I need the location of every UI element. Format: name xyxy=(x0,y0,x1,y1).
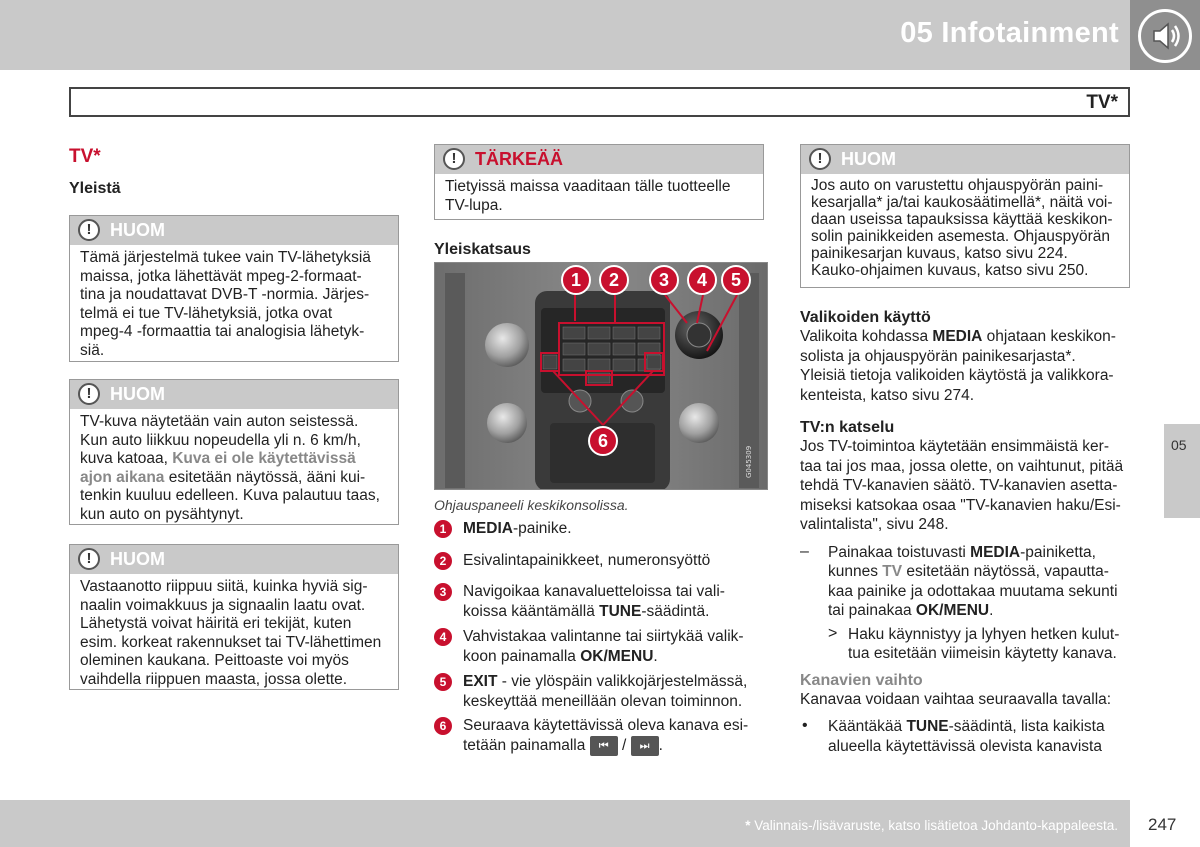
paragraph xyxy=(800,437,1135,535)
text-span: -säädintä, lista kaikista xyxy=(948,718,1105,735)
text-line: TV-kuva näytetään vain auton seistessä. xyxy=(80,413,359,430)
text-line: maissa, jotka lähettävät mpeg-2-formaat- xyxy=(80,267,362,285)
bullet-item xyxy=(800,717,1135,756)
result-text xyxy=(848,625,1135,664)
text-line xyxy=(80,450,388,469)
text-line: mpeg-4 -formaattia tai analogisia lähetyk- xyxy=(80,323,365,340)
subheading-watching: TV:n katselu xyxy=(800,419,895,436)
warning-icon: ! xyxy=(78,219,100,241)
warning-icon: ! xyxy=(809,148,831,170)
list-item xyxy=(434,672,764,711)
speaker-icon xyxy=(1138,9,1192,63)
note-header xyxy=(435,145,763,174)
note-box-format xyxy=(69,215,399,362)
side-tab-label: 05 xyxy=(1171,437,1187,453)
text-line: Esivalintapainikkeet, numeronsyöttö xyxy=(463,552,711,569)
display-message: ajon aikana xyxy=(80,468,165,486)
chapter-icon-box xyxy=(1130,0,1200,70)
callout-1: 1 xyxy=(561,265,591,295)
note-box-reception xyxy=(69,544,399,690)
text-span: -säädintä. xyxy=(641,602,710,620)
subheading-general: Yleistä xyxy=(69,180,121,197)
text-line: naalin voimakkuus ja signaalin laatu ovat. xyxy=(80,596,366,614)
note-box-steering xyxy=(800,144,1130,288)
chapter-title: 05 Infotainment xyxy=(900,17,1119,49)
paragraph: Kanavaa voidaan vaihtaa seuraavalla tavalla: xyxy=(800,690,1112,708)
button-name: EXIT xyxy=(463,673,498,690)
item-number: 4 xyxy=(434,628,452,646)
list-item xyxy=(434,519,764,539)
text-line xyxy=(80,469,388,488)
note-text xyxy=(70,409,398,530)
text-span: Valikoita kohdassa xyxy=(800,328,933,345)
text-line: vaihdella riippuen maasta, jossa olette. xyxy=(80,670,348,688)
bullet-text xyxy=(828,717,1135,756)
subheading-menus: Valikoiden käyttö xyxy=(800,309,931,326)
column-left xyxy=(69,146,399,198)
callout-3: 3 xyxy=(649,265,679,295)
text-span: . xyxy=(658,736,663,754)
text-span: miseksi katsokaa osaa "TV-kanavien haku/Esi- xyxy=(800,496,1121,514)
page-number: 247 xyxy=(1148,815,1177,834)
text-line: kun auto on pysähtynyt. xyxy=(80,505,244,523)
text-line: Seuraava käytettävissä oleva kanava esi- xyxy=(463,717,749,734)
text-line: Kun auto liikkuu nopeudella yli n. 6 km/h, xyxy=(80,431,361,449)
note-header xyxy=(801,145,1129,174)
text-line: Lähetystä voivat häiritä eri tekijät, kuten xyxy=(80,615,352,632)
text-line: kesarjalla* ja/tai kaukosäätimellä*, näitä voi- xyxy=(811,194,1113,211)
warning-icon: ! xyxy=(78,383,100,405)
text-line: esim. korkeat rakennukset tai TV-lähettimen xyxy=(80,633,382,651)
text-span: tai painakaa xyxy=(828,602,916,619)
list-item xyxy=(434,627,764,666)
text-line: tenkin kuuluu edelleen. Kuva palautuu taas, xyxy=(80,487,380,504)
text-line: Vahvistakaa valintanne tai siirtykää valik- xyxy=(463,628,744,645)
section-header xyxy=(69,87,1130,117)
text-line: Kauko-ohjaimen kuvaus, katso sivu 250. xyxy=(811,262,1089,279)
note-label: HUOM xyxy=(110,384,165,404)
image-caption: Ohjauspaneeli keskikonsolissa. xyxy=(434,497,629,513)
callout-6: 6 xyxy=(588,426,618,456)
text-span: kenteista, katso sivu 274. xyxy=(800,386,975,404)
text-span: esitetään näytössä, ääni kui- xyxy=(164,468,366,486)
text-span: esitetään näytössä, vapautta- xyxy=(902,563,1109,580)
page-heading: TV* xyxy=(69,146,101,167)
text-span: Haku käynnistyy ja lyhyen hetken kulut- xyxy=(848,625,1120,643)
text-span: / xyxy=(617,736,631,754)
text-span: kaa painike ja odottakaa muutama sekunti xyxy=(828,582,1118,600)
text-span: tehdä TV-kanavien säätö. TV-kanavien asetta- xyxy=(800,477,1118,494)
note-box-driving xyxy=(69,379,399,525)
chapter-side-tab xyxy=(1164,424,1200,518)
text-line: Navigoikaa kanavaluetteloissa tai vali- xyxy=(463,583,725,600)
item-number: 6 xyxy=(434,717,452,735)
text-line: tina ja noudattavat DVB-T -normia. Järjes- xyxy=(80,286,370,303)
important-label: TÄRKEÄÄ xyxy=(475,149,563,169)
item-number: 1 xyxy=(434,520,452,538)
item-number: 2 xyxy=(434,552,452,570)
button-name: OK/MENU xyxy=(580,647,654,665)
warning-icon: ! xyxy=(78,548,100,570)
button-name: TUNE xyxy=(599,602,642,620)
note-text xyxy=(801,174,1129,285)
text-span: - vie ylöspäin valikkojärjestelmässä, xyxy=(497,673,748,690)
item-number: 5 xyxy=(434,673,452,691)
control-panel-image xyxy=(434,262,768,490)
text-span: valintalista", sivu 248. xyxy=(800,516,949,533)
text-line: daan useissa tapauksissa käyttää keskikon- xyxy=(811,211,1113,228)
bullet-marker: • xyxy=(802,717,808,734)
text-span: -painike. xyxy=(512,520,572,537)
text-span: tetään painamalla xyxy=(463,736,586,754)
note-label: HUOM xyxy=(110,549,165,569)
dash-marker: – xyxy=(800,542,809,560)
note-text xyxy=(70,245,398,366)
step-text xyxy=(828,543,1135,621)
text-span: kunnes xyxy=(828,563,883,580)
skip-forward-icon: ⏭ xyxy=(631,736,659,756)
display-message: Kuva ei ole käytettävissä xyxy=(172,450,356,467)
text-line: Jos auto on varustettu ohjauspyörän paini- xyxy=(811,177,1104,194)
list-item xyxy=(434,582,764,621)
important-box xyxy=(434,144,764,220)
svg-text:G045309: G045309 xyxy=(745,445,753,478)
footnote-star: * xyxy=(745,818,751,833)
text-span: . xyxy=(989,602,994,619)
button-name: MEDIA xyxy=(463,520,513,537)
callout-5: 5 xyxy=(721,265,751,295)
text-line: keskeyttää meneillään olevan toiminnon. xyxy=(463,692,743,710)
text-span: Kääntäkää xyxy=(828,718,907,735)
note-label: HUOM xyxy=(841,149,896,169)
text-line: Tämä järjestelmä tukee vain TV-lähetyksiä xyxy=(80,249,371,266)
section-title: TV* xyxy=(1086,92,1118,113)
text-line: Vastaanotto riippuu siitä, kuinka hyviä sig- xyxy=(80,578,368,595)
text-line: Tietyissä maissa vaaditaan tälle tuotteelle xyxy=(445,178,731,195)
warning-icon: ! xyxy=(443,148,465,170)
note-text xyxy=(435,174,763,221)
text-line: siä. xyxy=(80,341,105,359)
button-name: TUNE xyxy=(906,718,949,735)
note-header xyxy=(70,545,398,574)
callout-4: 4 xyxy=(687,265,717,295)
text-span: Jos TV-toimintoa käytetään ensimmäistä ker- xyxy=(800,438,1109,455)
text-span: Yleisiä tietoja valikoiden käytöstä ja valikkora- xyxy=(800,367,1114,384)
callout-2: 2 xyxy=(599,265,629,295)
list-item xyxy=(434,716,764,756)
text-span: kuva katoaa, xyxy=(80,450,173,467)
text-line: telmä ei tue TV-lähetyksiä, jotka ovat xyxy=(80,304,333,322)
text-span: taa tai jos maa, jossa olette, on vaihtunut, pitää xyxy=(800,457,1124,475)
text-span: alueella käytettävissä olevista kanavista xyxy=(828,737,1102,755)
text-span: solista ja ohjauspyörän painikesarjasta*. xyxy=(800,347,1076,365)
list-item xyxy=(434,551,764,571)
paragraph xyxy=(800,327,1135,405)
skip-back-icon: ⏮ xyxy=(590,736,618,756)
subheading-switching: Kanavien vaihto xyxy=(800,671,923,689)
text-span: ohjataan keskikon- xyxy=(982,328,1116,345)
note-text xyxy=(70,574,398,695)
text-line: TV-lupa. xyxy=(445,196,503,214)
header-bar xyxy=(0,0,1200,70)
footnote xyxy=(745,818,1118,833)
note-header xyxy=(70,380,398,409)
text-span: koissa kääntämällä xyxy=(463,602,600,620)
footnote-text: Valinnais-/lisävaruste, katso lisätietoa Johdanto-kappaleesta. xyxy=(750,818,1118,833)
text-line: painikesarjan kuvaus, katso sivu 224. xyxy=(811,245,1068,262)
button-name: MEDIA xyxy=(932,328,983,345)
text-span: Painakaa toistuvasti xyxy=(828,543,971,561)
text-span: . xyxy=(653,647,658,665)
column-right xyxy=(800,309,1135,756)
button-name: MEDIA xyxy=(970,543,1021,561)
result-marker: > xyxy=(828,624,838,642)
item-number: 3 xyxy=(434,583,452,601)
note-label: HUOM xyxy=(110,220,165,240)
text-span: -painiketta, xyxy=(1020,543,1096,561)
text-span: koon painamalla xyxy=(463,647,581,665)
note-header xyxy=(70,216,398,245)
text-line: oleminen kaukana. Peittoaste voi myös xyxy=(80,652,349,669)
button-name: OK/MENU xyxy=(915,602,990,619)
result-item xyxy=(800,625,1135,664)
step-item xyxy=(800,543,1135,621)
text-span: tua esitetään viimeisin käytetty kanava. xyxy=(848,645,1117,662)
text-line: solin painikkeiden asemesta. Ohjauspyörän xyxy=(811,228,1110,245)
subheading-overview: Yleiskatsaus xyxy=(434,241,531,258)
display-message: TV xyxy=(882,563,903,580)
